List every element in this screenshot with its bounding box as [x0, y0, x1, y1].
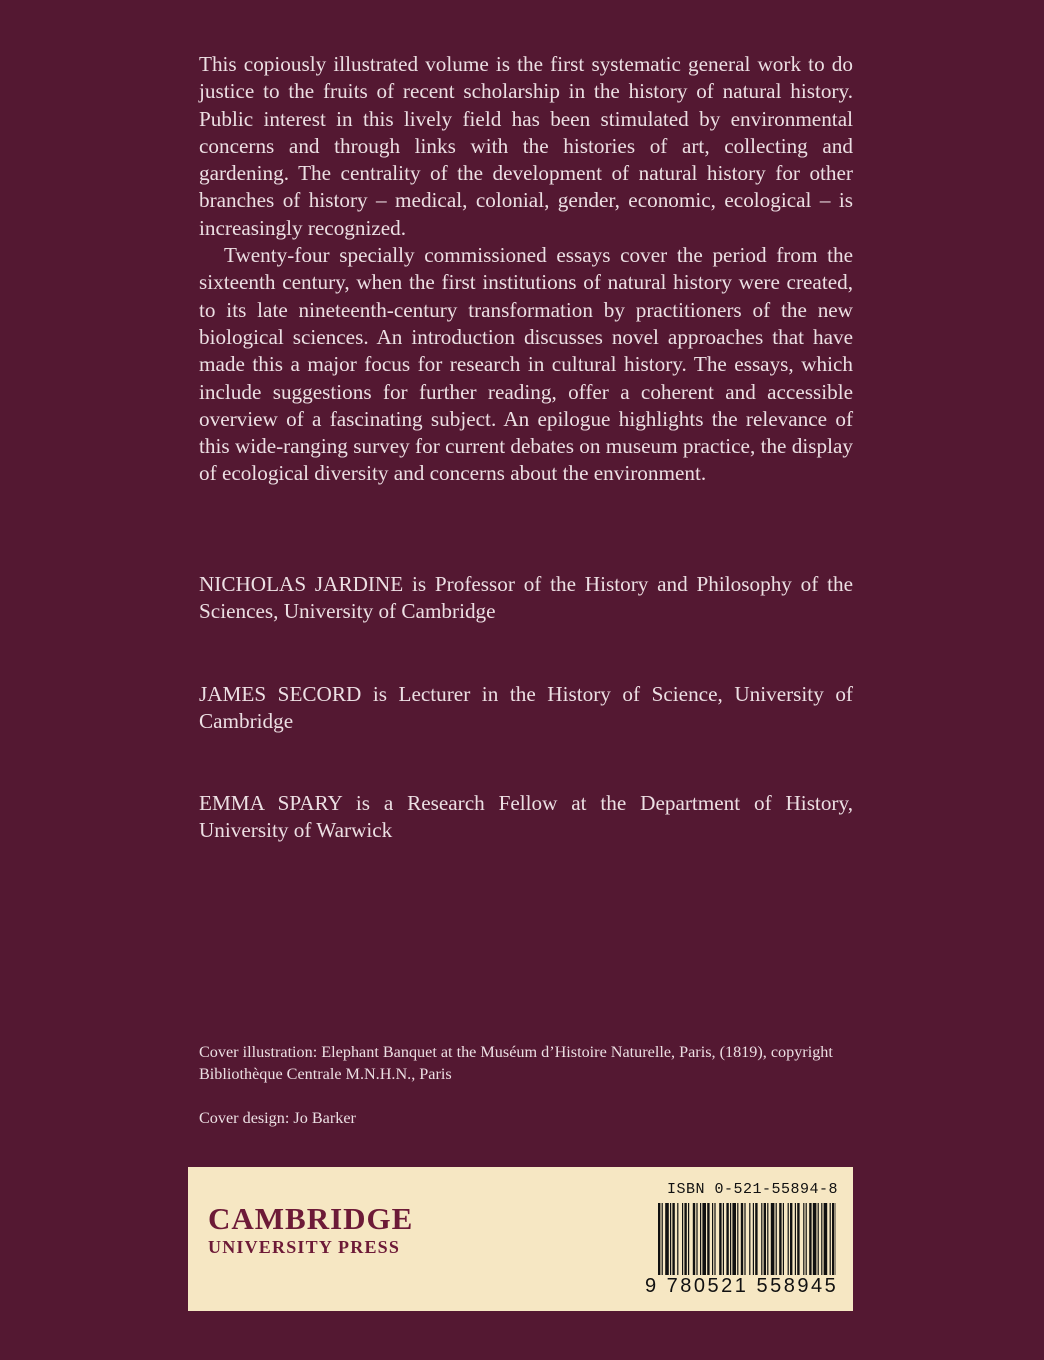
editor-bio-spary: EMMA SPARY is a Research Fellow at the Department of History, University of Warwick	[199, 791, 853, 843]
publisher-logo	[208, 1202, 413, 1258]
publisher-name: CAMBRIDGE	[208, 1201, 414, 1236]
barcode-icon	[658, 1203, 836, 1285]
book-description	[199, 51, 853, 488]
cover-design-credit: Cover design: Jo Barker	[199, 1109, 356, 1127]
description-paragraph-1: This copiously illustrated volume is the first systematic general work to do justice to the fruits of recent scholarship in the history of natural history. Public interest in this lively field has been stimulated by environmental concerns and through links with the histories of art, collecting and gardening. The centrality of the development of natural history for other branches of history – medical, colonial, gender, economic, ecological – is increasingly recognized.	[199, 52, 853, 240]
barcode-number: 9 780521 558945	[645, 1275, 839, 1297]
publisher-subtitle: UNIVERSITY PRESS	[208, 1237, 401, 1257]
editor-bio-secord: JAMES SECORD is Lecturer in the History of Science, University of Cambridge	[199, 682, 853, 734]
isbn-label: ISBN 0-521-55894-8	[667, 1181, 839, 1198]
cover-illustration-credit: Cover illustration: Elephant Banquet at the Muséum d’Histoire Naturelle, Paris, (1819), copyright Bibliothèque Centrale M.N.H.N., Paris	[199, 1043, 833, 1083]
imprint-panel	[188, 1167, 853, 1311]
editor-bio-jardine: NICHOLAS JARDINE is Professor of the History and Philosophy of the Sciences, University of Cambridge	[199, 572, 853, 624]
description-paragraph-2: Twenty-four specially commissioned essays cover the period from the sixteenth century, when the first institutions of natural history were created, to its late nineteenth-century transformation by practitioners of the new biological sciences. An introduction discusses novel approaches that have made this a major focus for research in cultural history. The essays, which include suggestions for further reading, offer a coherent and accessible overview of a fascinating subject. An epilogue highlights the relevance of this wide-ranging survey for current debates on museum practice, the display of ecological diversity and concerns about the environment.	[199, 243, 853, 486]
